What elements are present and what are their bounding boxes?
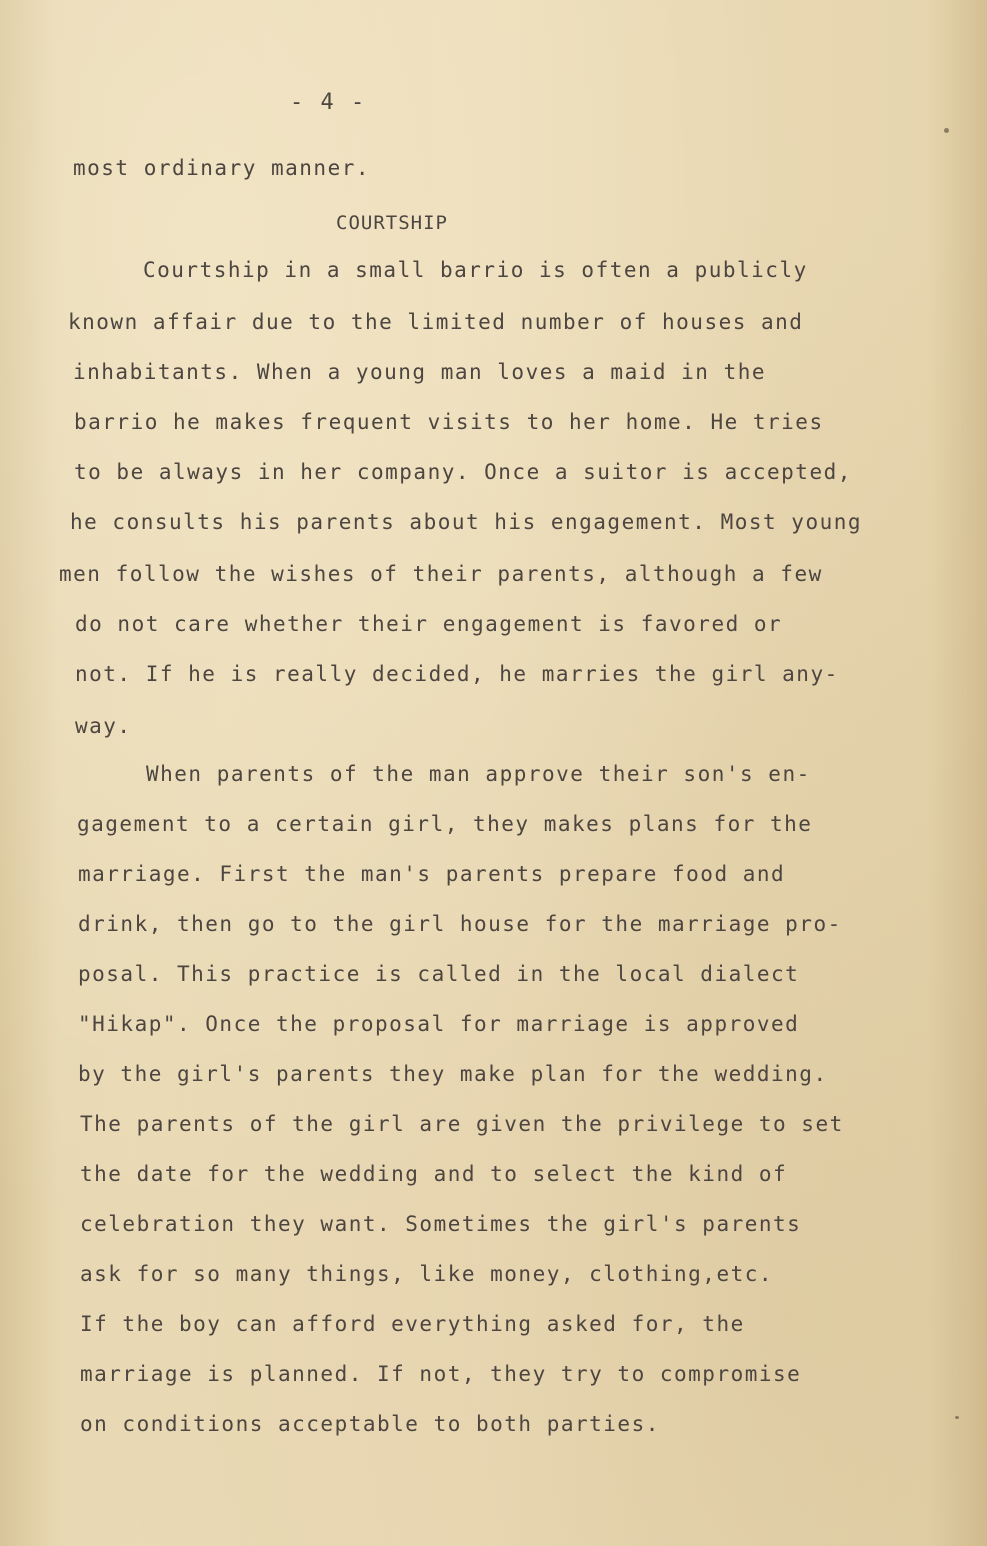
text-line: When parents of the man approve their son's en- <box>146 762 811 786</box>
text-line: on conditions acceptable to both parties. <box>80 1412 660 1436</box>
text-line: men follow the wishes of their parents, although a few <box>59 562 823 586</box>
text-line: the date for the wedding and to select the kind of <box>80 1162 788 1186</box>
text-line: way. <box>75 714 132 738</box>
text-line: "Hikap". Once the proposal for marriage is approved <box>78 1012 800 1036</box>
text-line: The parents of the girl are given the privilege to set <box>80 1112 844 1136</box>
text-line: to be always in her company. Once a suitor is accepted, <box>74 460 852 484</box>
text-line: not. If he is really decided, he marries the girl any- <box>75 662 839 686</box>
ink-speck <box>955 1416 959 1419</box>
text-line: drink, then go to the girl house for the marriage pro- <box>78 912 842 936</box>
text-line: do not care whether their engagement is favored or <box>75 612 783 636</box>
text-line: Courtship in a small barrio is often a publicly <box>143 258 808 282</box>
ink-speck <box>944 128 949 133</box>
text-line: barrio he makes frequent visits to her home. He tries <box>74 410 824 434</box>
text-line: marriage is planned. If not, they try to compromise <box>80 1362 802 1386</box>
page-number: - 4 - <box>290 90 367 115</box>
text-line: posal. This practice is called in the local dialect <box>78 962 800 986</box>
text-line: gagement to a certain girl, they makes plans for the <box>77 812 813 836</box>
text-line: marriage. First the man's parents prepare food and <box>78 862 786 886</box>
text-line: known affair due to the limited number of houses and <box>68 310 804 334</box>
section-heading: COURTSHIP <box>336 212 448 234</box>
text-line: by the girl's parents they make plan for the wedding. <box>78 1062 828 1086</box>
text-line: celebration they want. Sometimes the girl's parents <box>80 1212 802 1236</box>
text-line: inhabitants. When a young man loves a maid in the <box>73 360 767 384</box>
text-line: most ordinary manner. <box>73 156 371 180</box>
text-line: ask for so many things, like money, clothing,etc. <box>80 1262 774 1286</box>
text-line: he consults his parents about his engagement. Most young <box>70 510 863 534</box>
text-line: If the boy can afford everything asked for, the <box>80 1312 745 1336</box>
